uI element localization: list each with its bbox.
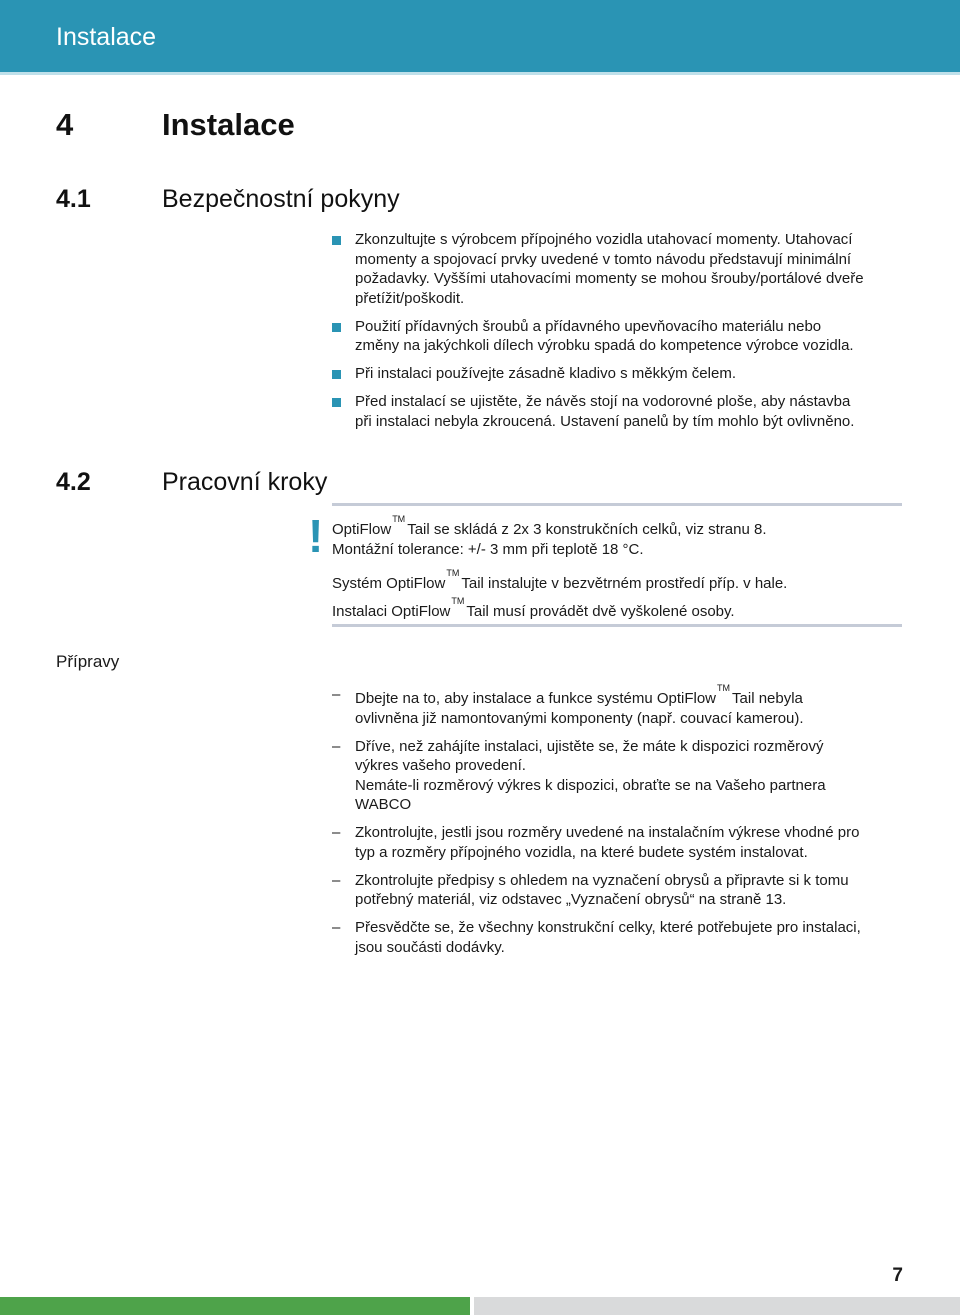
header-bar <box>0 0 960 75</box>
section-number: 4 <box>56 107 74 142</box>
bullet-line: Použití přídavných šroubů a přídavného upevňovacího materiálu nebo <box>355 317 822 335</box>
bullet-line: přetížit/poškodit. <box>355 289 465 307</box>
notice-line: Montážní tolerance: +/- 3 mm při teplotě 18 °C. <box>332 541 644 558</box>
dash-bullet: – <box>332 737 341 755</box>
list-item <box>332 364 912 384</box>
list-item <box>332 737 912 815</box>
preparations-label: Přípravy <box>56 652 120 671</box>
notice-line: OptiFlow™Tail se skládá z 2x 3 konstrukčních celků, viz stranu 8. <box>332 514 767 538</box>
list-line: Dříve, než zahájíte instalaci, ujistěte se, že máte k dispozici rozměrový <box>355 737 824 755</box>
dash-bullet: – <box>332 824 341 841</box>
square-bullet-icon <box>332 236 341 245</box>
list-line: Nemáte-li rozměrový výkres k dispozici, obraťte se na Vašeho partnera <box>355 776 826 794</box>
square-bullet-icon <box>332 323 341 332</box>
subsection-title: Pracovní kroky <box>162 468 328 496</box>
list-line: typ a rozměry přípojného vozidla, na které budete systém instalovat. <box>355 843 808 861</box>
dash-bullet: – <box>332 919 341 936</box>
dash-bullet: – <box>332 686 341 703</box>
list-line: jsou součásti dodávky. <box>355 938 505 956</box>
square-bullet-icon <box>332 398 341 407</box>
bullet-line: požadavky. Vyššími utahovacími momenty se mohou šrouby/portálové dveře <box>355 270 864 287</box>
bullet-line: momenty a spojovací prvky uvedené v tomto návodu představují minimální <box>355 250 852 268</box>
list-item <box>332 685 912 728</box>
list-line: Zkontrolujte, jestli jsou rozměry uvedené na instalačním výkrese vhodné pro <box>355 824 860 841</box>
list-item <box>332 230 912 308</box>
list-item <box>332 918 912 957</box>
footer-grey-bar <box>474 1297 960 1315</box>
bullet-line: při instalaci nebyla zkroucená. Ustavení panelů by tím mohlo být ovlivněno. <box>355 412 855 430</box>
subsection-number: 4.2 <box>56 468 91 496</box>
bullet-line: změny na jakýchkoli dílech výrobku spadá do kompetence výrobce vozidla. <box>355 337 854 354</box>
exclamation-icon: ! <box>308 510 324 562</box>
bullet-line: Zkonzultujte s výrobcem přípojného vozidla utahovací momenty. Utahovací <box>355 231 853 248</box>
list-line: Dbejte na to, aby instalace a funkce systému OptiFlow™Tail nebyla <box>355 683 803 707</box>
list-item <box>332 823 912 862</box>
notice-line: Systém OptiFlow™Tail instalujte v bezvětrném prostředí příp. v hale. <box>332 568 788 592</box>
page-number: 7 <box>892 1265 903 1286</box>
list-line: výkres vašeho provedení. <box>355 757 526 774</box>
square-bullet-icon <box>332 370 341 379</box>
list-item <box>332 392 912 431</box>
safety-instructions-list <box>332 230 912 440</box>
bullet-line: Při instalaci používejte zásadně kladivo s měkkým čelem. <box>355 365 736 382</box>
notice-line: Instalaci OptiFlow™Tail musí provádět dvě vyškolené osoby. <box>332 596 735 620</box>
list-line: potřebný materiál, viz odstavec „Vyznačení obrysů“ na straně 13. <box>355 891 787 908</box>
list-line: ovlivněna již namontovanými komponenty (např. couvací kamerou). <box>355 709 804 727</box>
subsection-number: 4.1 <box>56 185 91 213</box>
bullet-line: Před instalací se ujistěte, že návěs stojí na vodorovné ploše, aby nástavba <box>355 393 851 410</box>
list-item <box>332 317 912 356</box>
list-item <box>332 871 912 910</box>
section-title: Instalace <box>162 107 295 142</box>
header-title: Instalace <box>56 23 157 51</box>
dash-bullet: – <box>332 871 341 889</box>
list-line: Zkontrolujte předpisy s ohledem na vyznačení obrysů a připravte si k tomu <box>355 871 849 889</box>
footer-green-bar <box>0 1297 470 1315</box>
preparations-list <box>332 685 912 966</box>
list-line: Přesvědčte se, že všechny konstrukční celky, které potřebujete pro instalaci, <box>355 919 861 936</box>
subsection-title: Bezpečnostní pokyny <box>162 185 400 213</box>
notice-box <box>308 503 902 627</box>
list-line: WABCO <box>355 796 412 813</box>
